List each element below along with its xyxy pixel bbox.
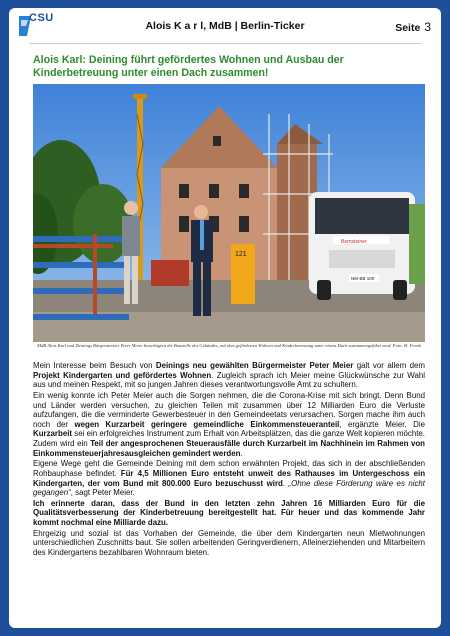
- paragraph-3: Eigene Wege geht die Gemeinde Deining mit dem schon erwähnten Projekt, das sich in der abschließenden Rohbauphase befindet. Für 4,5 Millionen Euro entsteht unweit des Rathauses im Untergeschoss ein Kindergarten, der vom Bund mit 800.000 Euro bezuschusst wird. „Ohne diese Förderung wäre es nicht gegangen“, sagt Peter Meier.: [33, 459, 426, 498]
- page-indicator: [395, 20, 431, 34]
- page-number: 3: [424, 20, 431, 34]
- header-divider: [29, 43, 421, 44]
- van-license-plate: NM-BB 100: [351, 276, 375, 281]
- page-header: [9, 8, 441, 46]
- paragraph-2: Ein wenig konnte ich Peter Meier auch die Sorgen nehmen, die die Corona-Krise mit sich bringt. Denn Bund und Länder werden versuchen, zu gleichen Teilen mit zusammen über 12 Milliarden Euro die Verluste aufzufangen, die die verminderte Gewerbesteuer in den Gemeindeetats verursachen. Sorgen mache ihm auch noch der wegen Kurzarbeit geringere gemeindliche Einkommensteueranteil, ergänzte Meier. Die Kurzarbeit sei ein erfolgreiches Instrument zum Erhalt von Arbeitsplätzen, das die ganze Welt kopieren möchte. Zudem wird ein Teil der angesprochenen Steuerausfälle durch Kurzarbeit im Nachhinein im Rahmen von Einkommensteuerjahresausgleichen gemindert werden.: [33, 390, 425, 458]
- photo-caption: MdB Alois Karl und Deinings Bürgermeister Peter Meier besichtigten die Baustelle des Gebäudes, mit dem geförderten Wohnen und Kinderbetreuung unter einem Dach zusammengeführt wird. Foto: H. Frank: [37, 343, 421, 348]
- construction-site-photo: [33, 84, 425, 342]
- logo-text: CSU: [29, 12, 54, 24]
- paragraph-4: Ich erinnerte daran, dass der Bund in den letzten zehn Jahren 16 Milliarden Euro für die Qualitätsverbesserung der Kinderbetreuung bereitgestellt hat. Für heuer und das kommende Jahr kommt nochmal eine Milliarde dazu.: [33, 498, 425, 528]
- container-label: 121: [235, 251, 247, 258]
- article-body: [33, 361, 425, 559]
- article-headline: Alois Karl: Deining führt gefördertes Wohnen und Ausbau der Kinderbetreuung unter einen Dach zusammen!: [33, 54, 344, 79]
- newsletter-title: Alois K a r l, MdB | Berlin-Ticker: [145, 20, 305, 32]
- white-van: [309, 192, 415, 300]
- page-label: Seite: [395, 22, 421, 34]
- paragraph-1: Mein Interesse beim Besuch von Deinings neu gewählten Bürgermeister Peter Meier galt vor allem dem Projekt Kindergarten und gefördertes Wohnen. Zugleich sprach ich Meier meine Glückwünsche zur Wahl aus und meinen Respekt, mit so jungen Jahren dieses verantwortungsvolle Amt zu schultern.: [33, 361, 425, 390]
- newsletter-page: [9, 8, 441, 628]
- van-brand-text: Bernsteiner: [341, 239, 367, 245]
- article-photo: [33, 84, 425, 342]
- paragraph-5: Ehrgeizig und sozial ist das Vorhaben der Gemeinde, die über dem Kindergarten neun Mietwohnungen unterschiedlichen Zuschnitts baut. Sie sollen arbeitenden Geringverdienern, Alleinerziehenden und Mitarbeitern des Kindergartens bezahlbaren Wohnraum bieten.: [33, 528, 425, 558]
